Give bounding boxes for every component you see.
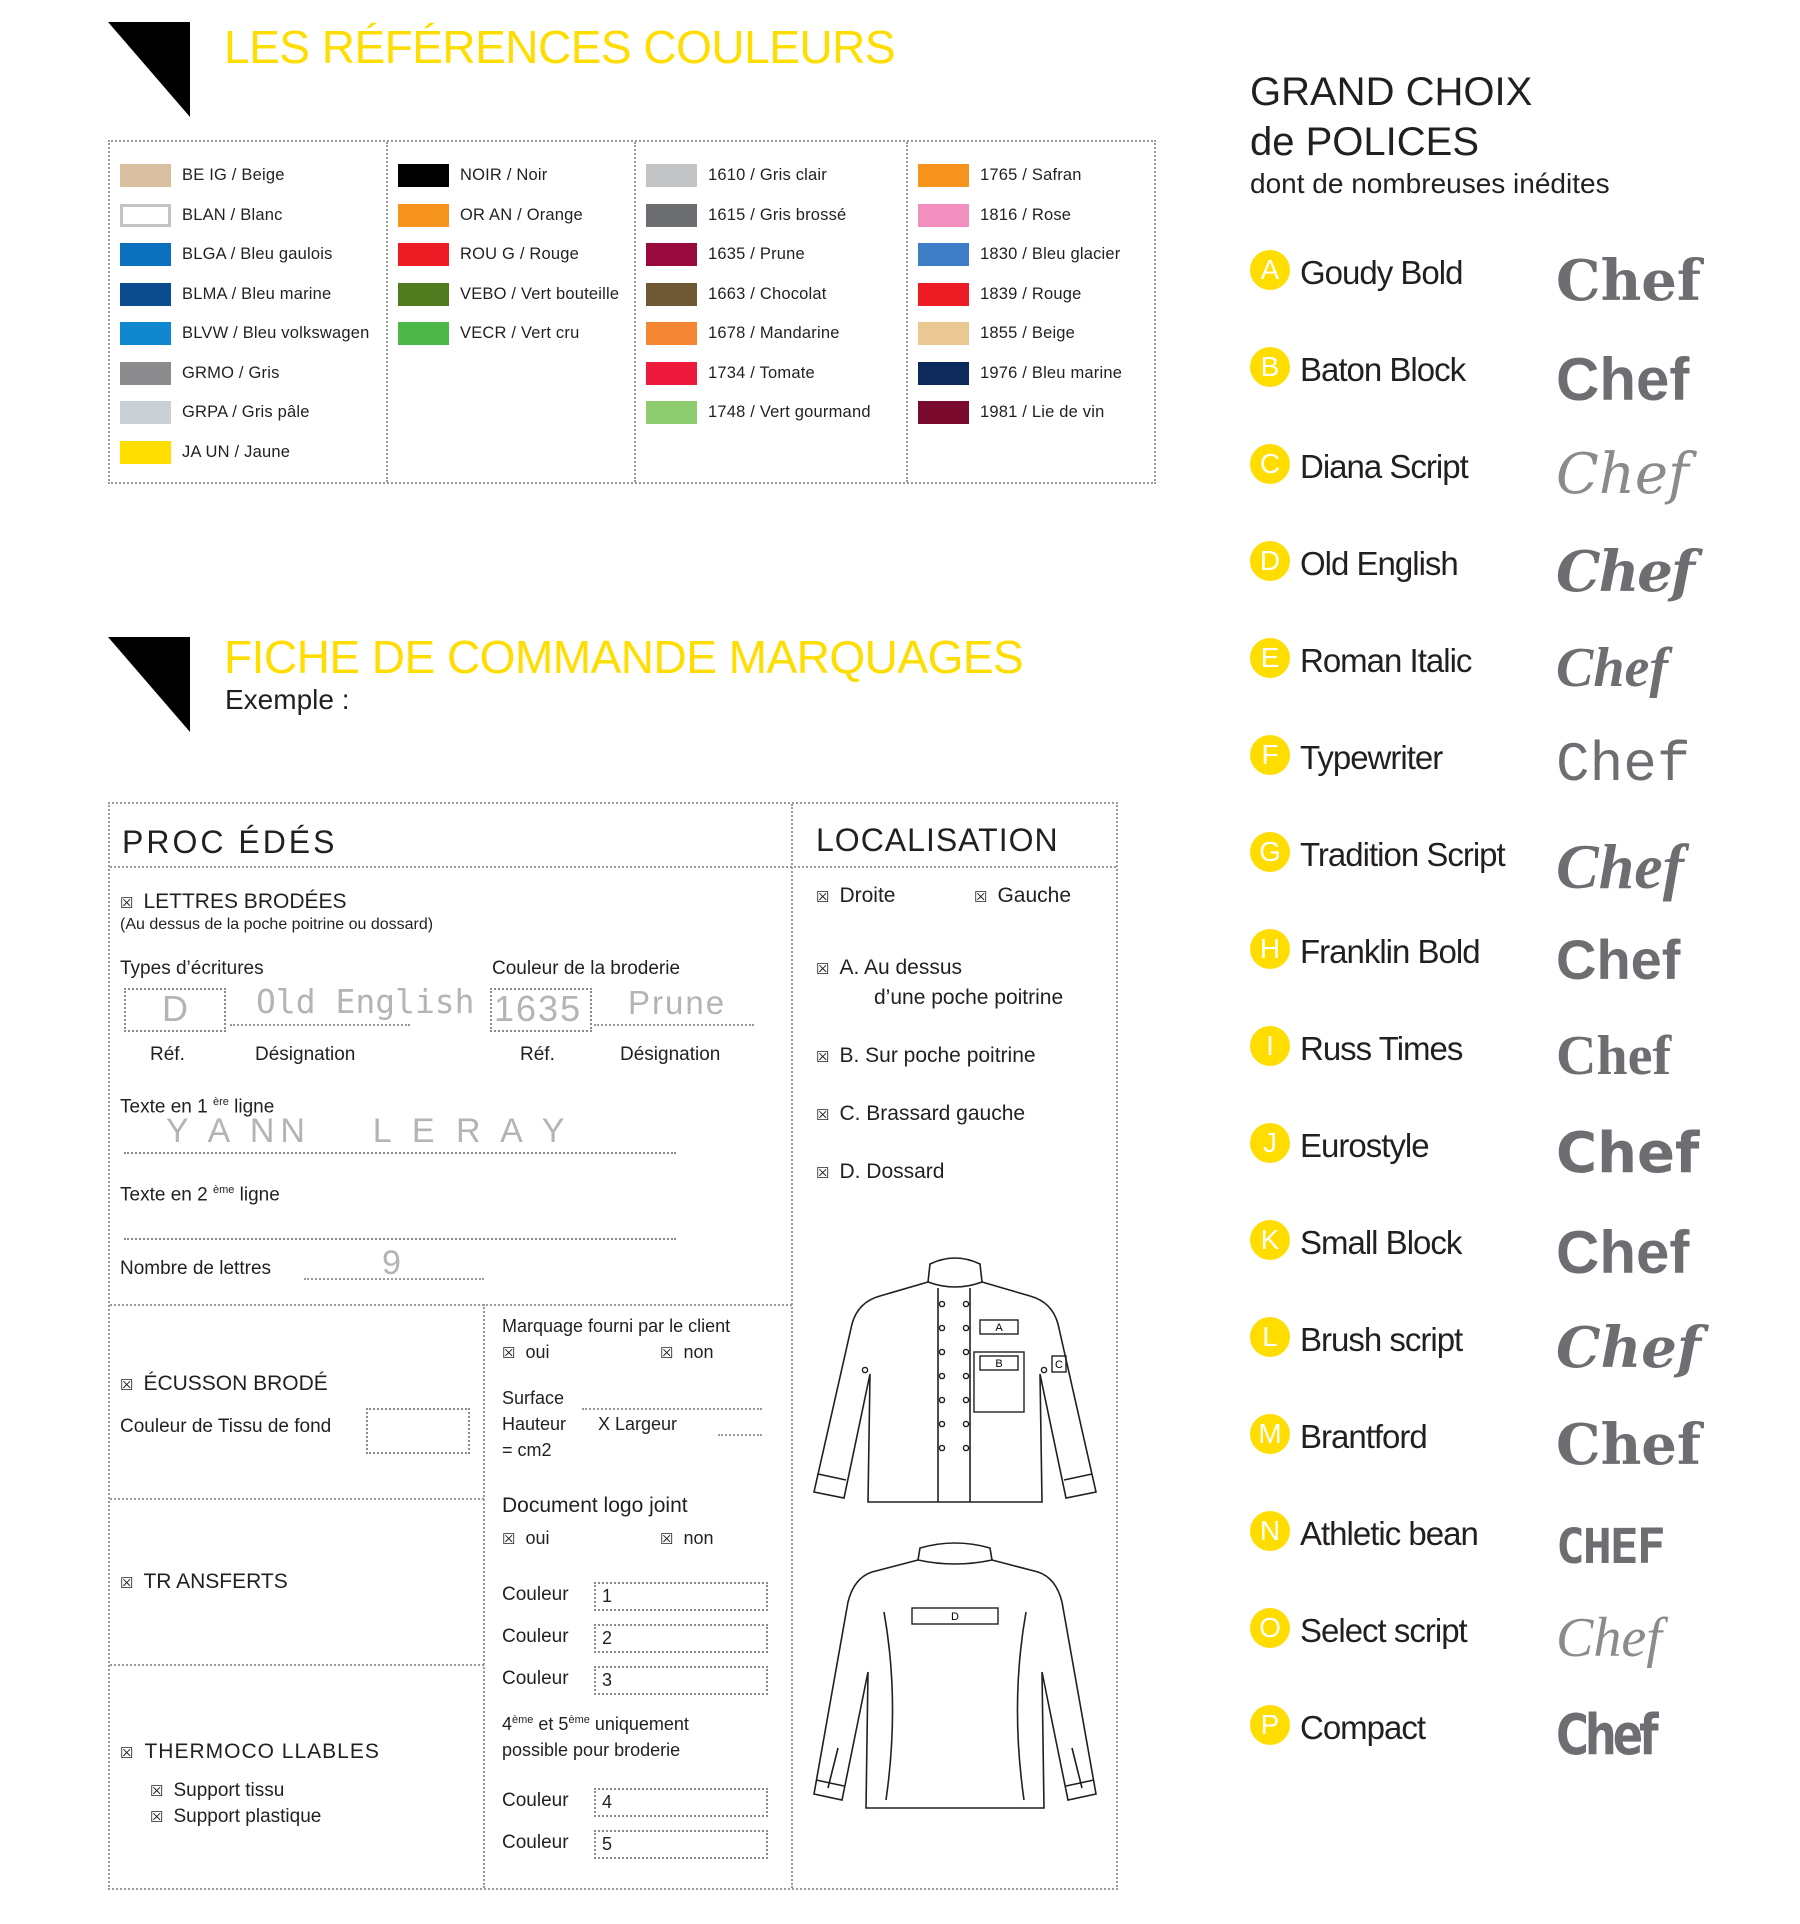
- document-oui[interactable]: ☒ oui: [502, 1528, 550, 1548]
- color-row: [110, 433, 386, 473]
- color-row: [388, 235, 634, 275]
- color-row: [388, 275, 634, 315]
- color-label: 1830 / Bleu glacier: [980, 245, 1121, 264]
- nb-lettres-label: Nombre de lettres: [120, 1258, 272, 1279]
- couleur-label: Couleur: [502, 1584, 569, 1605]
- color-row: [388, 196, 634, 236]
- color-column-4: [908, 142, 1154, 482]
- color-row: [908, 156, 1154, 196]
- color-ref-label: Réf.: [520, 1044, 555, 1065]
- font-name: Compact: [1300, 1709, 1426, 1746]
- color-row: [110, 235, 386, 275]
- jacket-label-a: A: [995, 1322, 1003, 1334]
- checkbox-icon: ☒: [816, 1107, 830, 1124]
- ligne2-label: Texte en 2 $^{ème}$ ligne: [120, 1184, 280, 1206]
- procedes-header: PROC ÉDÉS: [122, 824, 338, 860]
- font-name: Roman Italic: [1300, 642, 1472, 679]
- font-name: Diana Script: [1300, 448, 1468, 485]
- order-title: FICHE DE COMMANDE MARQUAGES: [224, 631, 1024, 683]
- color-swatch: [646, 204, 697, 227]
- color-swatch: [398, 283, 449, 306]
- color-swatch: [120, 164, 171, 187]
- jacket-label-b: B: [995, 1358, 1003, 1370]
- checkbox-icon: ☒: [816, 889, 830, 906]
- font-letter-badge: P: [1250, 1705, 1290, 1745]
- font-name: Typewriter: [1300, 739, 1443, 776]
- color-row: [110, 354, 386, 394]
- color-row: [908, 196, 1154, 236]
- color-label: 1663 / Chocolat: [708, 284, 827, 303]
- checkbox-icon: ☒: [816, 1165, 830, 1182]
- ecusson-option[interactable]: ☒ ÉCUSSON BRODÉ: [120, 1372, 328, 1395]
- color-label: VECR / Vert cru: [460, 324, 580, 343]
- couleur-field-4[interactable]: 4: [594, 1788, 768, 1817]
- font-option: [1250, 638, 1770, 698]
- color-swatch: [120, 283, 171, 306]
- font-option: [1250, 1608, 1770, 1668]
- couleur-label: Couleur: [502, 1626, 569, 1647]
- font-sample: Chef: [1556, 637, 1668, 699]
- jacket-label-c: C: [1055, 1359, 1063, 1371]
- color-label: 1839 / Rouge: [980, 284, 1082, 303]
- broderie-note: 4ème et 5ème uniquement: [502, 1714, 689, 1734]
- color-row: [636, 156, 906, 196]
- font-sample: Chef: [1556, 442, 1689, 507]
- color-designation-label: Désignation: [620, 1044, 721, 1065]
- checkbox-icon: ☒: [502, 1531, 516, 1548]
- color-label: 1610 / Gris clair: [708, 166, 827, 185]
- font-letter-badge: O: [1250, 1608, 1290, 1648]
- font-option: [1250, 831, 1770, 902]
- font-sample: Chef: [1556, 1025, 1672, 1087]
- color-row: [908, 275, 1154, 315]
- checkbox-checked-icon: ☒: [974, 889, 988, 906]
- font-letter-badge: M: [1250, 1414, 1290, 1454]
- font-name: Baton Block: [1300, 351, 1466, 388]
- loc-a-option[interactable]: ☒ A. Au dessus: [816, 956, 963, 979]
- color-swatch: [398, 204, 449, 227]
- font-option: [1250, 1703, 1770, 1768]
- font-name: Tradition Script: [1300, 836, 1505, 873]
- color-label: 1635 / Prune: [708, 245, 805, 264]
- support-tissu-option[interactable]: ☒ Support tissu: [150, 1780, 285, 1801]
- color-swatch: [918, 322, 969, 345]
- font-sample: Chef: [1556, 733, 1691, 797]
- largeur-label: X Largeur: [598, 1414, 678, 1434]
- fonts-title-line1: GRAND CHOIX: [1250, 70, 1533, 114]
- color-label: GRPA / Gris pâle: [182, 403, 310, 422]
- lettres-brodees-option[interactable]: ☒ LETTRES BRODÉES: [120, 890, 347, 913]
- font-letter-badge: E: [1250, 638, 1290, 678]
- font-name: Small Block: [1300, 1224, 1462, 1261]
- color-label: NOIR / Noir: [460, 166, 548, 185]
- color-swatch: [646, 164, 697, 187]
- color-swatch: [918, 283, 969, 306]
- font-name: Russ Times: [1300, 1030, 1463, 1067]
- font-letter-badge: D: [1250, 541, 1290, 581]
- order-subtitle: Exemple :: [225, 684, 350, 715]
- color-swatch: [646, 322, 697, 345]
- type-ref-value: D: [162, 988, 188, 1029]
- tissu-field[interactable]: [366, 1408, 470, 1454]
- couleur-field-5[interactable]: 5: [594, 1830, 768, 1859]
- color-row: [908, 354, 1154, 394]
- font-sample: Chef: [1556, 1315, 1702, 1381]
- support-plastique-option[interactable]: ☒ Support plastique: [150, 1806, 322, 1827]
- font-name: Brush script: [1300, 1321, 1463, 1358]
- transferts-option[interactable]: ☒ TR ANSFERTS: [120, 1570, 288, 1593]
- color-swatch: [918, 401, 969, 424]
- loc-c-option[interactable]: ☒ C. Brassard gauche: [816, 1102, 1026, 1125]
- font-sample: Chef: [1556, 928, 1681, 991]
- color-row: [908, 393, 1154, 433]
- color-label: 1734 / Tomate: [708, 363, 815, 382]
- color-swatch: [120, 243, 171, 266]
- color-swatch: [646, 362, 697, 385]
- font-option: [1250, 1315, 1770, 1381]
- checkbox-icon: ☒: [150, 1809, 164, 1826]
- font-option: [1250, 929, 1770, 989]
- marquage-label: Marquage fourni par le client: [502, 1316, 731, 1336]
- color-designation-value: Prune: [628, 984, 727, 1021]
- color-swatch: [120, 204, 171, 227]
- color-swatch: [646, 401, 697, 424]
- font-letter-badge: C: [1250, 444, 1290, 484]
- ligne2-field[interactable]: [124, 1214, 676, 1240]
- checkbox-checked-icon[interactable]: ☒: [120, 895, 134, 912]
- type-designation-label: Désignation: [255, 1044, 356, 1065]
- color-label: JA UN / Jaune: [182, 442, 291, 461]
- font-sample: Chef: [1556, 1412, 1702, 1478]
- font-option: [1250, 248, 1770, 314]
- font-sample: Chef: [1556, 1607, 1662, 1669]
- checkbox-checked-icon: ☒: [816, 961, 830, 978]
- droite-option[interactable]: ☒ Droite: [816, 884, 896, 907]
- font-letter-badge: N: [1250, 1511, 1290, 1551]
- ligne1-label: Texte en 1 $^{ère}$ ligne: [120, 1096, 275, 1118]
- loc-a-line2: d’une poche poitrine: [874, 986, 1064, 1009]
- color-label: 1976 / Bleu marine: [980, 363, 1123, 382]
- couleur-field-1[interactable]: 1: [594, 1582, 768, 1611]
- color-label: 1615 / Gris brossé: [708, 205, 847, 224]
- couleur-label: Couleur: [502, 1668, 569, 1689]
- color-column-3: [636, 142, 908, 482]
- font-option: [1250, 735, 1770, 795]
- color-label: GRMO / Gris: [182, 363, 280, 382]
- color-label: OR AN / Orange: [460, 205, 583, 224]
- thermo-option[interactable]: ☒ THERMOCO LLABLES: [120, 1740, 380, 1763]
- marquage-oui[interactable]: ☒ oui: [502, 1342, 550, 1362]
- type-designation-value: Old English: [256, 982, 475, 1021]
- lettres-note: (Au dessus de la poche poitrine ou dossard): [120, 916, 434, 933]
- color-row: [636, 275, 906, 315]
- hauteur-label: Hauteur: [502, 1414, 567, 1434]
- font-letter-badge: I: [1250, 1026, 1290, 1066]
- couleur-field-2[interactable]: 2: [594, 1624, 768, 1653]
- font-letter-badge: A: [1250, 250, 1290, 290]
- font-option: [1250, 539, 1770, 605]
- colors-title: LES RÉFÉRENCES COULEURS: [224, 21, 895, 73]
- document-non[interactable]: ☒ non: [660, 1528, 714, 1548]
- font-letter-badge: F: [1250, 735, 1290, 775]
- color-row: [636, 196, 906, 236]
- color-swatch: [398, 164, 449, 187]
- jacket-back-icon: [810, 1532, 1100, 1822]
- color-row: [908, 235, 1154, 275]
- marquage-non[interactable]: ☒ non: [660, 1342, 714, 1362]
- checkbox-icon: ☒: [660, 1531, 674, 1548]
- color-swatch: [918, 362, 969, 385]
- corner-triangle-icon: [108, 22, 190, 117]
- color-label: VEBO / Vert bouteille: [460, 284, 620, 303]
- fonts-title-line2: de POLICES: [1250, 120, 1480, 164]
- color-table: [108, 140, 1156, 484]
- color-row: [110, 196, 386, 236]
- color-swatch: [646, 283, 697, 306]
- color-row: [388, 156, 634, 196]
- color-label: BE IG / Beige: [182, 166, 285, 185]
- color-row: [110, 156, 386, 196]
- font-name: Eurostyle: [1300, 1127, 1429, 1164]
- font-name: Old English: [1300, 545, 1458, 582]
- font-letter-badge: J: [1250, 1123, 1290, 1163]
- font-sample: CHEF: [1556, 1519, 1664, 1575]
- checkbox-icon: ☒: [502, 1345, 516, 1362]
- loc-b-option[interactable]: ☒ B. Sur poche poitrine: [816, 1044, 1036, 1067]
- nb-lettres-value: 9: [382, 1244, 401, 1282]
- font-option: [1250, 1121, 1770, 1186]
- font-option: [1250, 1412, 1770, 1478]
- color-swatch: [398, 243, 449, 266]
- color-label: 1748 / Vert gourmand: [708, 403, 871, 422]
- fonts-subtitle: dont de nombreuses inédites: [1250, 168, 1610, 199]
- font-name: Select script: [1300, 1612, 1467, 1649]
- document-label: Document logo joint: [502, 1494, 688, 1517]
- color-label: BLVW / Bleu volkswagen: [182, 324, 370, 343]
- gauche-option[interactable]: ☒ Gauche: [974, 884, 1072, 907]
- color-swatch: [120, 362, 171, 385]
- corner-triangle-icon: [108, 637, 190, 732]
- color-swatch: [646, 243, 697, 266]
- checkbox-icon: ☒: [120, 1745, 135, 1762]
- color-label: BLGA / Bleu gaulois: [182, 245, 333, 264]
- font-letter-badge: G: [1250, 832, 1290, 872]
- jacket-front-icon: [810, 1244, 1100, 1514]
- font-sample: Chef: [1556, 346, 1690, 413]
- font-sample: Chef: [1556, 539, 1694, 605]
- color-row: [636, 393, 906, 433]
- color-swatch: [398, 322, 449, 345]
- color-row: [908, 314, 1154, 354]
- font-name: Goudy Bold: [1300, 254, 1463, 291]
- color-label: BLMA / Bleu marine: [182, 284, 332, 303]
- color-swatch: [120, 322, 171, 345]
- checkbox-icon: ☒: [120, 1377, 134, 1394]
- loc-d-option[interactable]: ☒ D. Dossard: [816, 1160, 945, 1183]
- color-label: 1765 / Safran: [980, 166, 1082, 185]
- font-sample: Chef: [1556, 831, 1684, 902]
- couleur-field-3[interactable]: 3: [594, 1666, 768, 1695]
- cm2-label: = cm2: [502, 1440, 552, 1460]
- color-ref-value: 1635: [494, 988, 583, 1029]
- color-label: 1981 / Lie de vin: [980, 403, 1105, 422]
- type-ref-label: Réf.: [150, 1044, 185, 1065]
- font-letter-badge: L: [1250, 1317, 1290, 1357]
- font-option: [1250, 1511, 1770, 1575]
- font-name: Athletic bean: [1300, 1515, 1478, 1552]
- color-column-2: [388, 142, 636, 482]
- font-option: [1250, 1219, 1770, 1286]
- color-column-1: [110, 142, 388, 482]
- order-form: [108, 802, 1118, 1890]
- color-swatch: [918, 164, 969, 187]
- font-option: [1250, 346, 1770, 413]
- ligne1-value: Y A NN L E R A Y: [166, 1112, 571, 1150]
- color-row: [636, 235, 906, 275]
- color-row: [110, 275, 386, 315]
- checkbox-icon: ☒: [120, 1575, 134, 1592]
- color-row: [636, 314, 906, 354]
- checkbox-icon: ☒: [150, 1783, 164, 1800]
- couleur-label: Couleur: [502, 1832, 569, 1853]
- color-label: 1855 / Beige: [980, 324, 1076, 343]
- surface-label: Surface: [502, 1388, 565, 1408]
- color-label: 1678 / Mandarine: [708, 324, 840, 343]
- color-swatch: [120, 401, 171, 424]
- font-name: Brantford: [1300, 1418, 1427, 1455]
- color-label: BLAN / Blanc: [182, 205, 283, 224]
- color-swatch: [918, 243, 969, 266]
- types-label: Types d’écritures: [120, 958, 264, 979]
- checkbox-icon: ☒: [816, 1049, 830, 1066]
- localisation-header: LOCALISATION: [816, 822, 1059, 858]
- jacket-label-d: D: [951, 1611, 959, 1623]
- couleur-label: Couleur: [502, 1790, 569, 1811]
- font-sample: Chef: [1556, 1703, 1655, 1768]
- font-letter-badge: K: [1250, 1220, 1290, 1260]
- color-row: [110, 314, 386, 354]
- color-label: ROU G / Rouge: [460, 245, 580, 264]
- color-label: 1816 / Rose: [980, 205, 1072, 224]
- font-option: [1250, 442, 1770, 507]
- broderie-note-line2: possible pour broderie: [502, 1740, 681, 1760]
- color-row: [636, 354, 906, 394]
- couleur-broderie-label: Couleur de la broderie: [492, 958, 681, 979]
- font-option: [1250, 1026, 1770, 1086]
- color-row: [110, 393, 386, 433]
- font-name: Franklin Bold: [1300, 933, 1480, 970]
- checkbox-icon: ☒: [660, 1345, 674, 1362]
- font-letter-badge: B: [1250, 347, 1290, 387]
- tissu-label: Couleur de Tissu de fond: [120, 1416, 332, 1437]
- color-swatch: [120, 441, 171, 464]
- font-sample: Chef: [1556, 1219, 1690, 1286]
- font-sample: Chef: [1556, 248, 1702, 314]
- font-letter-badge: H: [1250, 929, 1290, 969]
- color-row: [388, 314, 634, 354]
- font-sample: Chef: [1556, 1121, 1700, 1186]
- color-swatch: [918, 204, 969, 227]
